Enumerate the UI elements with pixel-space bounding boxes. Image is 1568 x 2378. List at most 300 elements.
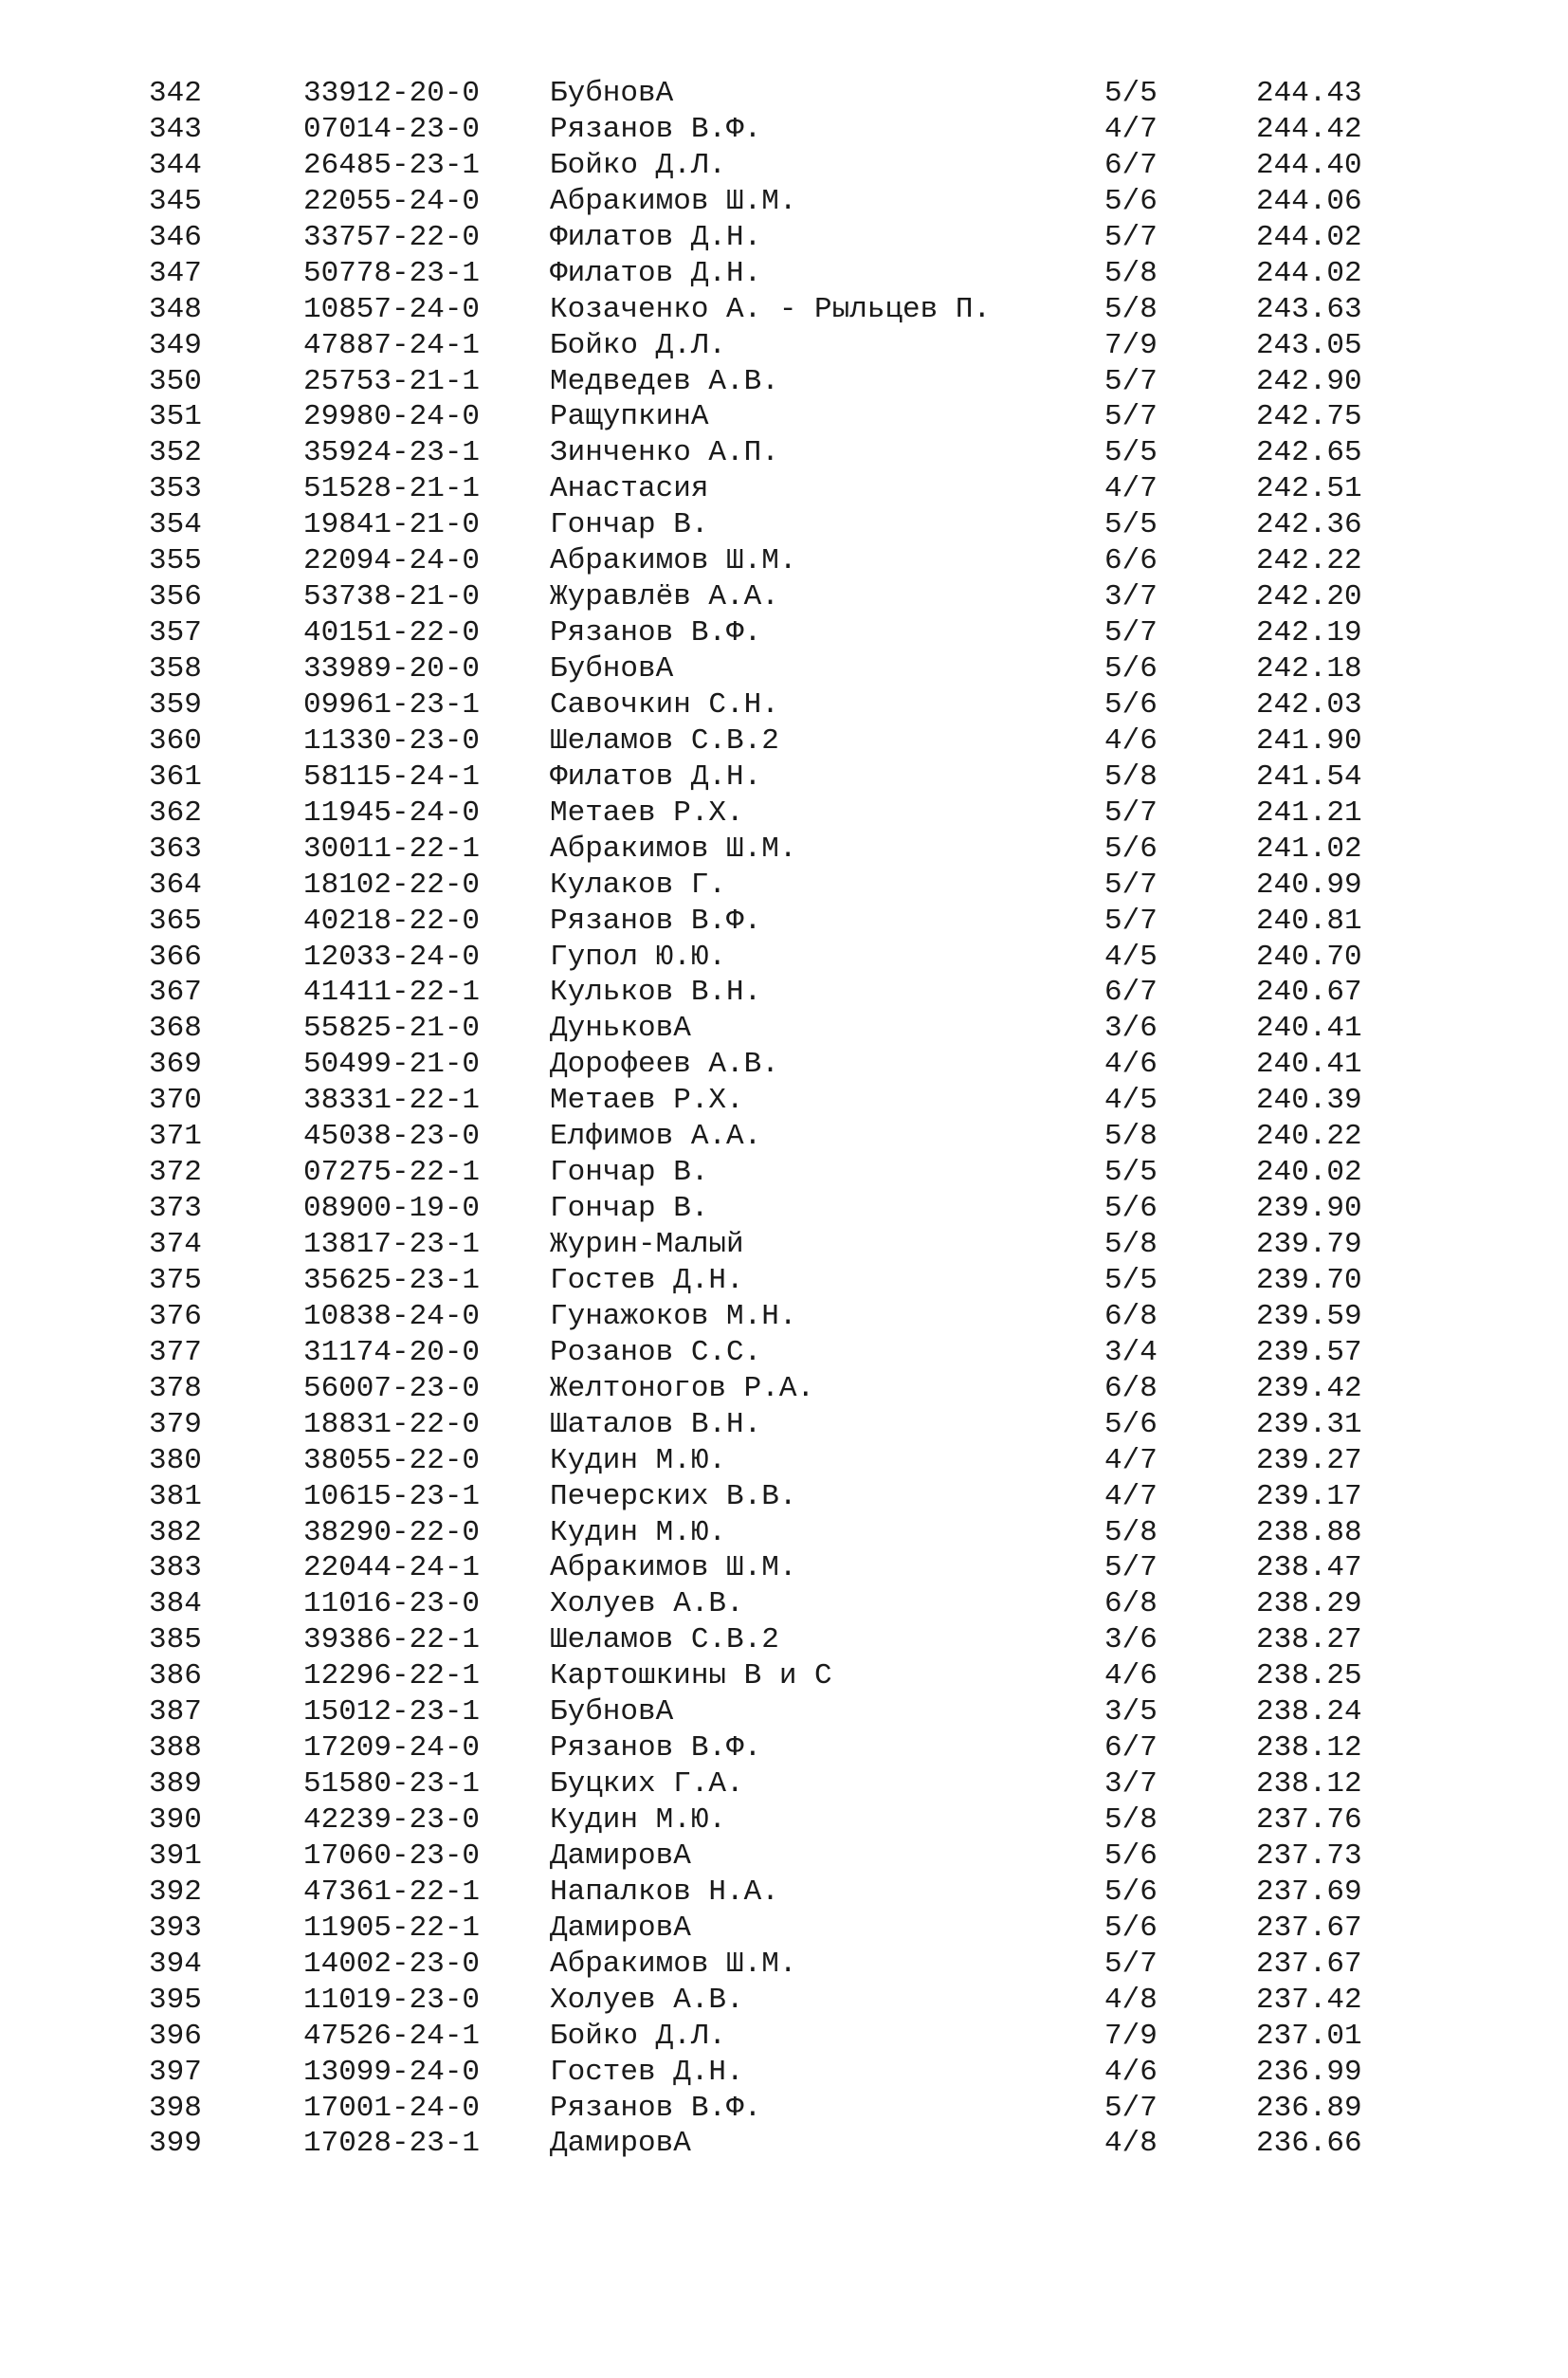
entry-id: 11905-22-1 [303, 1911, 481, 1945]
list-item [0, 399, 1568, 435]
rank-number: 399 [149, 2127, 202, 2161]
score-value: 242.65 [1256, 436, 1362, 470]
score-value: 237.73 [1256, 1838, 1362, 1873]
owner-name: Рязанов В.Ф. [550, 616, 762, 650]
entry-id: 30011-22-1 [303, 832, 481, 866]
owner-name: Кудин М.Ю. [550, 1443, 727, 1477]
score-value: 239.31 [1256, 1407, 1362, 1441]
list-item [0, 220, 1568, 256]
owner-name: Шеламов С.В.2 [550, 723, 779, 758]
ratio-value: 4/8 [1104, 2127, 1158, 2161]
list-item [0, 1407, 1568, 1443]
score-value: 242.03 [1256, 687, 1362, 722]
list-item [0, 112, 1568, 148]
ratio-value: 6/7 [1104, 1731, 1158, 1765]
score-value: 240.99 [1256, 868, 1362, 902]
ratio-value: 6/7 [1104, 148, 1158, 182]
entry-id: 19841-21-0 [303, 508, 481, 542]
score-value: 241.54 [1256, 759, 1362, 794]
entry-id: 51580-23-1 [303, 1767, 481, 1802]
ratio-value: 3/5 [1104, 1695, 1158, 1729]
entry-id: 22055-24-0 [303, 184, 481, 218]
score-value: 240.39 [1256, 1084, 1362, 1118]
ratio-value: 5/6 [1104, 1192, 1158, 1226]
entry-id: 56007-23-0 [303, 1371, 481, 1405]
list-item [0, 1191, 1568, 1227]
list-item [0, 1119, 1568, 1155]
rank-number: 392 [149, 1875, 202, 1909]
list-item [0, 2126, 1568, 2162]
ratio-value: 5/5 [1104, 1263, 1158, 1297]
entry-id: 45038-23-0 [303, 1120, 481, 1154]
score-value: 239.59 [1256, 1299, 1362, 1333]
list-item [0, 723, 1568, 759]
ratio-value: 6/8 [1104, 1299, 1158, 1333]
list-item [0, 148, 1568, 184]
list-item [0, 76, 1568, 112]
list-item [0, 1371, 1568, 1407]
owner-name: Рязанов В.Ф. [550, 1731, 762, 1765]
owner-name: Напалков Н.А. [550, 1875, 779, 1909]
owner-name: Розанов С.С. [550, 1335, 762, 1369]
score-value: 242.36 [1256, 508, 1362, 542]
rank-number: 365 [149, 904, 202, 938]
ratio-value: 3/6 [1104, 1623, 1158, 1657]
owner-name: Буцких Г.А. [550, 1767, 744, 1802]
entry-id: 40151-22-0 [303, 616, 481, 650]
ratio-value: 5/6 [1104, 1875, 1158, 1909]
ratio-value: 3/7 [1104, 1767, 1158, 1802]
rank-number: 393 [149, 1911, 202, 1945]
score-value: 242.75 [1256, 400, 1362, 434]
score-value: 239.27 [1256, 1443, 1362, 1477]
entry-id: 33912-20-0 [303, 77, 481, 110]
score-value: 241.21 [1256, 796, 1362, 830]
rank-number: 385 [149, 1623, 202, 1657]
score-value: 244.43 [1256, 77, 1362, 110]
list-item [0, 904, 1568, 940]
rank-number: 387 [149, 1695, 202, 1729]
rank-number: 397 [149, 2055, 202, 2089]
entry-id: 11330-23-0 [303, 723, 481, 758]
ratio-value: 5/6 [1104, 1407, 1158, 1441]
entry-id: 58115-24-1 [303, 759, 481, 794]
rank-number: 344 [149, 148, 202, 182]
rank-number: 374 [149, 1228, 202, 1261]
rank-number: 396 [149, 2019, 202, 2053]
rank-number: 394 [149, 1947, 202, 1981]
owner-name: Гупол Ю.Ю. [550, 940, 727, 974]
score-value: 242.19 [1256, 616, 1362, 650]
rank-number: 353 [149, 472, 202, 506]
list-item [0, 292, 1568, 328]
entry-id: 11016-23-0 [303, 1587, 481, 1621]
ratio-value: 5/6 [1104, 1911, 1158, 1945]
owner-name: РащупкинА [550, 400, 709, 434]
entry-id: 33757-22-0 [303, 220, 481, 254]
ratio-value: 4/8 [1104, 1983, 1158, 2017]
ratio-value: 5/6 [1104, 1838, 1158, 1873]
entry-id: 51528-21-1 [303, 472, 481, 506]
owner-name: Елфимов А.А. [550, 1120, 762, 1154]
rank-number: 349 [149, 328, 202, 362]
ratio-value: 4/6 [1104, 2055, 1158, 2089]
list-item [0, 651, 1568, 687]
owner-name: Рязанов В.Ф. [550, 2091, 762, 2125]
ratio-value: 5/5 [1104, 1156, 1158, 1190]
score-value: 238.24 [1256, 1695, 1362, 1729]
ratio-value: 7/9 [1104, 2019, 1158, 2053]
rank-number: 359 [149, 687, 202, 722]
list-item [0, 1875, 1568, 1911]
rank-number: 382 [149, 1515, 202, 1549]
score-value: 244.42 [1256, 112, 1362, 146]
entry-id: 40218-22-0 [303, 904, 481, 938]
score-value: 242.22 [1256, 544, 1362, 578]
list-item [0, 1263, 1568, 1299]
list-item [0, 1983, 1568, 2019]
score-value: 238.25 [1256, 1659, 1362, 1693]
rank-number: 380 [149, 1443, 202, 1477]
owner-name: Бойко Д.Л. [550, 148, 727, 182]
list-item [0, 579, 1568, 615]
owner-name: ДамировА [550, 1838, 691, 1873]
entry-id: 11019-23-0 [303, 1983, 481, 2017]
entry-id: 38290-22-0 [303, 1515, 481, 1549]
rank-number: 366 [149, 940, 202, 974]
ratio-value: 5/6 [1104, 184, 1158, 218]
rank-number: 369 [149, 1048, 202, 1082]
owner-name: Зинченко А.П. [550, 436, 779, 470]
rank-number: 352 [149, 436, 202, 470]
rank-number: 360 [149, 723, 202, 758]
owner-name: Гостев Д.Н. [550, 2055, 744, 2089]
entry-id: 13817-23-1 [303, 1228, 481, 1261]
rank-number: 345 [149, 184, 202, 218]
ratio-value: 5/8 [1104, 256, 1158, 290]
list-item [0, 868, 1568, 904]
owner-name: Метаев Р.Х. [550, 1084, 744, 1118]
list-item [0, 1730, 1568, 1766]
list-item [0, 1515, 1568, 1551]
score-value: 240.70 [1256, 940, 1362, 974]
ratio-value: 4/7 [1104, 1479, 1158, 1513]
entry-id: 15012-23-1 [303, 1695, 481, 1729]
rank-number: 351 [149, 400, 202, 434]
owner-name: Шеламов С.В.2 [550, 1623, 779, 1657]
ratio-value: 5/8 [1104, 1228, 1158, 1261]
list-item [0, 2055, 1568, 2091]
owner-name: Кудин М.Ю. [550, 1803, 727, 1837]
owner-name: БубновА [550, 77, 674, 110]
list-item [0, 184, 1568, 220]
score-value: 243.05 [1256, 328, 1362, 362]
ratio-value: 3/6 [1104, 1012, 1158, 1046]
rank-number: 355 [149, 544, 202, 578]
ratio-value: 5/8 [1104, 1803, 1158, 1837]
owner-name: Гончар В. [550, 508, 709, 542]
owner-name: Филатов Д.Н. [550, 256, 762, 290]
entry-id: 07275-22-1 [303, 1156, 481, 1190]
rank-number: 372 [149, 1156, 202, 1190]
score-value: 244.02 [1256, 220, 1362, 254]
owner-name: Журавлёв А.А. [550, 580, 779, 614]
rank-number: 356 [149, 580, 202, 614]
entry-id: 12033-24-0 [303, 940, 481, 974]
entry-id: 17209-24-0 [303, 1731, 481, 1765]
score-value: 240.41 [1256, 1048, 1362, 1082]
entry-id: 35625-23-1 [303, 1263, 481, 1297]
list-item [0, 1335, 1568, 1371]
entry-id: 47361-22-1 [303, 1875, 481, 1909]
entry-id: 25753-21-1 [303, 364, 481, 398]
score-value: 239.90 [1256, 1192, 1362, 1226]
ratio-value: 5/7 [1104, 220, 1158, 254]
owner-name: Гунажоков М.Н. [550, 1299, 797, 1333]
owner-name: Козаченко А. - Рыльцев П. [550, 292, 992, 326]
rank-number: 346 [149, 220, 202, 254]
list-item [0, 1802, 1568, 1838]
ratio-value: 4/7 [1104, 472, 1158, 506]
entry-id: 11945-24-0 [303, 796, 481, 830]
rank-number: 368 [149, 1012, 202, 1046]
score-value: 242.90 [1256, 364, 1362, 398]
score-value: 238.29 [1256, 1587, 1362, 1621]
entry-id: 47887-24-1 [303, 328, 481, 362]
score-value: 238.12 [1256, 1767, 1362, 1802]
score-value: 237.01 [1256, 2019, 1362, 2053]
owner-name: БубновА [550, 1695, 674, 1729]
entry-id: 38055-22-0 [303, 1443, 481, 1477]
ratio-value: 7/9 [1104, 328, 1158, 362]
entry-id: 18102-22-0 [303, 868, 481, 902]
entry-id: 18831-22-0 [303, 1407, 481, 1441]
ratio-value: 5/6 [1104, 687, 1158, 722]
list-item [0, 1947, 1568, 1983]
score-value: 237.67 [1256, 1911, 1362, 1945]
entry-id: 41411-22-1 [303, 976, 481, 1010]
list-item [0, 364, 1568, 400]
entry-id: 08900-19-0 [303, 1192, 481, 1226]
ratio-value: 5/6 [1104, 652, 1158, 686]
ratio-value: 5/5 [1104, 436, 1158, 470]
entry-id: 50778-23-1 [303, 256, 481, 290]
rank-number: 343 [149, 112, 202, 146]
rank-number: 363 [149, 832, 202, 866]
ratio-value: 6/8 [1104, 1587, 1158, 1621]
list-item [0, 1838, 1568, 1875]
list-item [0, 1694, 1568, 1730]
list-item [0, 940, 1568, 976]
score-value: 239.42 [1256, 1371, 1362, 1405]
list-item [0, 759, 1568, 796]
rank-number: 375 [149, 1263, 202, 1297]
entry-id: 29980-24-0 [303, 400, 481, 434]
list-item [0, 256, 1568, 292]
owner-name: ДуньковА [550, 1012, 691, 1046]
score-value: 244.02 [1256, 256, 1362, 290]
score-value: 241.90 [1256, 723, 1362, 758]
rank-number: 383 [149, 1551, 202, 1585]
score-value: 239.79 [1256, 1228, 1362, 1261]
list-item [0, 1766, 1568, 1802]
rank-number: 395 [149, 1983, 202, 2017]
rank-number: 370 [149, 1084, 202, 1118]
score-value: 240.67 [1256, 976, 1362, 1010]
owner-name: Шаталов В.Н. [550, 1407, 762, 1441]
rank-number: 350 [149, 364, 202, 398]
owner-name: Гончар В. [550, 1192, 709, 1226]
score-value: 241.02 [1256, 832, 1362, 866]
score-value: 239.17 [1256, 1479, 1362, 1513]
score-value: 242.51 [1256, 472, 1362, 506]
owner-name: Желтоногов Р.А. [550, 1371, 815, 1405]
rank-number: 357 [149, 616, 202, 650]
entry-id: 39386-22-1 [303, 1623, 481, 1657]
list-item [0, 615, 1568, 651]
rank-number: 381 [149, 1479, 202, 1513]
owner-name: Абракимов Ш.М. [550, 1551, 797, 1585]
owner-name: Рязанов В.Ф. [550, 904, 762, 938]
score-value: 240.81 [1256, 904, 1362, 938]
entry-id: 17060-23-0 [303, 1838, 481, 1873]
list-item [0, 1586, 1568, 1622]
ratio-value: 4/5 [1104, 1084, 1158, 1118]
owner-name: Картошкины В и С [550, 1659, 832, 1693]
list-item [0, 1299, 1568, 1335]
owner-name: Журин-Малый [550, 1228, 744, 1261]
list-item [0, 1227, 1568, 1263]
owner-name: Гостев Д.Н. [550, 1263, 744, 1297]
ratio-value: 6/8 [1104, 1371, 1158, 1405]
rank-number: 342 [149, 77, 202, 110]
list-item [0, 1550, 1568, 1586]
score-value: 237.76 [1256, 1803, 1362, 1837]
ratio-value: 4/5 [1104, 940, 1158, 974]
list-item [0, 1083, 1568, 1119]
rank-number: 378 [149, 1371, 202, 1405]
score-value: 239.70 [1256, 1263, 1362, 1297]
score-value: 242.20 [1256, 580, 1362, 614]
score-value: 238.27 [1256, 1623, 1362, 1657]
owner-name: Медведев А.В. [550, 364, 779, 398]
ratio-value: 6/6 [1104, 544, 1158, 578]
entry-id: 14002-23-0 [303, 1947, 481, 1981]
entry-id: 33989-20-0 [303, 652, 481, 686]
owner-name: Филатов Д.Н. [550, 759, 762, 794]
ratio-value: 4/7 [1104, 112, 1158, 146]
owner-name: Бойко Д.Л. [550, 328, 727, 362]
ratio-value: 5/7 [1104, 616, 1158, 650]
list-item [0, 471, 1568, 507]
ratio-value: 3/7 [1104, 580, 1158, 614]
score-value: 237.69 [1256, 1875, 1362, 1909]
rank-number: 391 [149, 1838, 202, 1873]
owner-name: Дорофеев А.В. [550, 1048, 779, 1082]
ratio-value: 5/8 [1104, 759, 1158, 794]
owner-name: Печерских В.В. [550, 1479, 797, 1513]
ratio-value: 5/7 [1104, 796, 1158, 830]
ratio-value: 5/8 [1104, 1515, 1158, 1549]
entry-id: 17028-23-1 [303, 2127, 481, 2161]
entry-id: 31174-20-0 [303, 1335, 481, 1369]
owner-name: Кудин М.Ю. [550, 1515, 727, 1549]
owner-name: Абракимов Ш.М. [550, 184, 797, 218]
owner-name: Кульков В.Н. [550, 976, 762, 1010]
entry-id: 12296-22-1 [303, 1659, 481, 1693]
ratio-value: 4/6 [1104, 1659, 1158, 1693]
ratio-value: 6/7 [1104, 976, 1158, 1010]
list-item [0, 2091, 1568, 2127]
rank-number: 358 [149, 652, 202, 686]
ratio-value: 5/5 [1104, 77, 1158, 110]
list-item [0, 975, 1568, 1011]
entry-id: 53738-21-0 [303, 580, 481, 614]
list-item [0, 1622, 1568, 1658]
list-item [0, 507, 1568, 543]
owner-name: ДамировА [550, 1911, 691, 1945]
ratio-value: 4/6 [1104, 1048, 1158, 1082]
ratio-value: 5/8 [1104, 292, 1158, 326]
list-item [0, 1658, 1568, 1694]
owner-name: Филатов Д.Н. [550, 220, 762, 254]
ratio-value: 5/7 [1104, 1947, 1158, 1981]
rank-number: 379 [149, 1407, 202, 1441]
score-value: 240.41 [1256, 1012, 1362, 1046]
owner-name: Абракимов Ш.М. [550, 544, 797, 578]
score-value: 236.99 [1256, 2055, 1362, 2089]
score-value: 244.06 [1256, 184, 1362, 218]
rank-number: 354 [149, 508, 202, 542]
rank-number: 367 [149, 976, 202, 1010]
ratio-value: 5/7 [1104, 400, 1158, 434]
rank-number: 348 [149, 292, 202, 326]
score-value: 236.89 [1256, 2091, 1362, 2125]
owner-name: Анастасия [550, 472, 709, 506]
list-item [0, 832, 1568, 868]
owner-name: ДамировА [550, 2127, 691, 2161]
owner-name: Холуев А.В. [550, 1983, 744, 2017]
entry-id: 10857-24-0 [303, 292, 481, 326]
owner-name: Бойко Д.Л. [550, 2019, 727, 2053]
score-value: 238.12 [1256, 1731, 1362, 1765]
rank-number: 361 [149, 759, 202, 794]
owner-name: Рязанов В.Ф. [550, 112, 762, 146]
rank-number: 362 [149, 796, 202, 830]
owner-name: БубновА [550, 652, 674, 686]
score-value: 240.22 [1256, 1120, 1362, 1154]
score-value: 244.40 [1256, 148, 1362, 182]
ratio-value: 5/7 [1104, 1551, 1158, 1585]
rank-number: 384 [149, 1587, 202, 1621]
list-item [0, 543, 1568, 579]
ratio-value: 3/4 [1104, 1335, 1158, 1369]
owner-name: Савочкин С.Н. [550, 687, 779, 722]
list-item [0, 1047, 1568, 1083]
owner-name: Метаев Р.Х. [550, 796, 744, 830]
entry-id: 10838-24-0 [303, 1299, 481, 1333]
list-item [0, 1479, 1568, 1515]
score-value: 238.47 [1256, 1551, 1362, 1585]
ratio-value: 4/6 [1104, 723, 1158, 758]
rank-number: 389 [149, 1767, 202, 1802]
list-item [0, 796, 1568, 832]
owner-name: Абракимов Ш.М. [550, 1947, 797, 1981]
ratio-value: 5/7 [1104, 904, 1158, 938]
rank-number: 398 [149, 2091, 202, 2125]
ratio-value: 5/5 [1104, 508, 1158, 542]
entry-id: 38331-22-1 [303, 1084, 481, 1118]
